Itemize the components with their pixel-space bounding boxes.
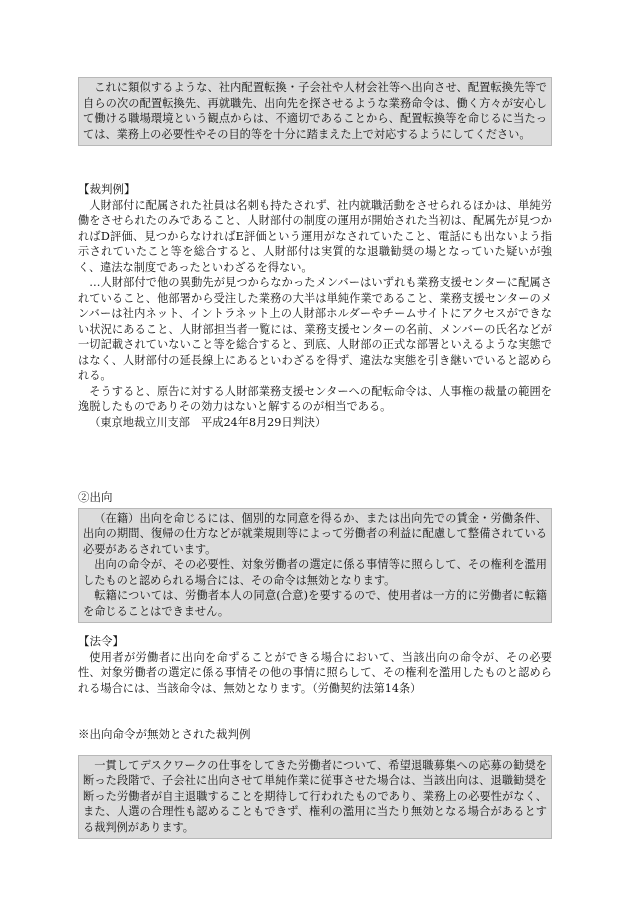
law-section: [78, 634, 552, 696]
notice-box-reassignment: [78, 77, 552, 146]
secondment-box: [78, 508, 552, 624]
case-law-paragraph-2: …人財部付で他の異動先が見つからなかったメンバーはいずれも業務支援センターに配属されていること、他部署から受注した業務の大半は単純作業であること、業務支援センターのメンバーは社内ネット、イントラネット上の人財部ホルダーやチームサイトにアクセスができない状況にあること、人財部担当者一覧には、業務支援センターの名前、メンバーの氏名などが一切記載されていないこと等を総合すると、到底、人財部の正式な部署といえるような実態ではなく、人財部付の延長線上にあるといわざるを得ず、違法な実態を引き継いでいると認められる。: [78, 276, 552, 382]
invalid-secondment-heading: ※出向命令が無効とされた裁判例: [78, 727, 251, 741]
law-paragraph: 使用者が労働者に出向を命ずることができる場合において、当該出向の命令が、その必要性、対象労働者の選定に係る事情その他の事情に照らして、その権利を濫用したものと認められる場合には、当該命令は、無効となります。（労働契約法第14条）: [78, 650, 552, 695]
case-law-section: [78, 182, 552, 430]
notice-paragraph: これに類似するような、社内配置転換・子会社や人材会社等へ出向させ、配置転換先等で自らの次の配置転換先、再就職先、出向先を探させるような業務命令は、働く方々が安心して働ける職場環境という観点からは、不適切であることから、配置転換等を命じるに当たっては、業務上の必要性やその目的等を十分に踏まえた上で対応するようにしてください。: [83, 81, 547, 141]
secondment-section: [78, 490, 552, 623]
case-law-paragraph-1: 人財部付に配属された社員は名刺も持たされず、社内就職活動をさせられるほかは、単純労働をさせられたのみであること、人財部付の制度の運用が開始された当初は、配属先が見つかればD評価、見つからなければE評価という運用がなされていたこと、電話にも出ないよう指示されていたこと等を総合すると、人財部付は実質的な退職勧奨の場となっていた疑いが強く、違法な制度であったといわざるを得ない。: [78, 198, 552, 274]
invalid-secondment-section: [78, 727, 552, 839]
law-heading: 【法令】: [78, 634, 124, 648]
secondment-paragraph-3: 転籍については、労働者本人の同意(合意)を要するので、使用者は一方的に労働者に転籍を命じることはできません。: [83, 589, 547, 618]
case-law-heading: 【裁判例】: [78, 182, 136, 196]
secondment-paragraph-2: 出向の命令が、その必要性、対象労働者の選定に係る事情等に照らして、その権利を濫用したものと認められる場合には、その命令は無効となります。: [83, 558, 547, 587]
invalid-secondment-box: [78, 755, 552, 840]
secondment-heading: ②出向: [78, 490, 113, 504]
case-law-citation: （東京地裁立川支部 平成24年8月29日判決）: [89, 415, 327, 429]
invalid-secondment-paragraph: 一貫してデスクワークの仕事をしてきた労働者について、希望退職募集への応募の勧奨を断った段階で、子会社に出向させて単純作業に従事させた場合は、当該出向は、退職勧奨を断った労働者が自主退職することを期待して行われたものであり、業務上の必要性がなく、また、人選の合理性も認めることもできず、権利の濫用に当たり無効となる場合があるとする裁判例があります。: [83, 758, 547, 834]
secondment-paragraph-1: （在籍）出向を命じるには、個別的な同意を得るか、または出向先での賃金・労働条件、出向の期間、復帰の仕方などが就業規則等によって労働者の利益に配慮して整備されている必要があるされています。: [83, 511, 547, 556]
case-law-paragraph-3: そうすると、原告に対する人財部業務支援センターへの配転命令は、人事権の裁量の範囲を逸脱したものでありその効力はないと解するのが相当である。: [78, 384, 552, 413]
